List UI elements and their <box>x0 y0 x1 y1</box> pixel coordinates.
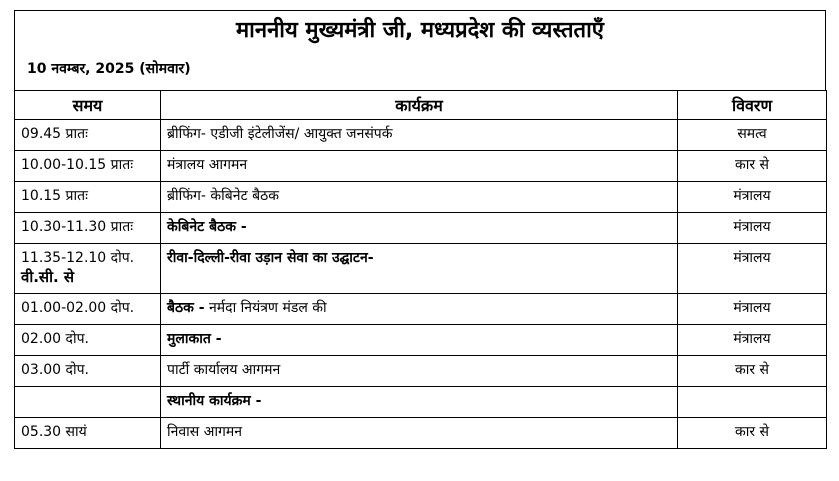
row-program <box>161 418 678 449</box>
row-program <box>161 151 678 182</box>
column-header-details: विवरण <box>678 91 827 120</box>
table-row <box>15 120 827 151</box>
row-program-bold: बैठक - <box>167 300 205 316</box>
row-time: 09.45 प्रातः <box>15 120 161 151</box>
row-program <box>161 244 678 294</box>
row-program <box>161 387 678 418</box>
row-program-text: ब्रीफिंग- एडीजी इंटेलीजेंस/ आयुक्त जनसंपर्क <box>167 126 393 142</box>
row-program-text: मंत्रालय आगमन <box>167 157 248 173</box>
row-program-bold: रीवा-दिल्ली-रीवा उड़ान सेवा का उद्घाटन- <box>167 250 374 266</box>
row-details: कार से <box>678 151 827 182</box>
row-details: मंत्रालय <box>678 244 827 294</box>
row-details: कार से <box>678 356 827 387</box>
row-time: 02.00 दोप. <box>15 325 161 356</box>
document-date: 10 नवम्बर, 2025 (सोमवार) <box>27 61 191 77</box>
table-row <box>15 418 827 449</box>
table-row <box>15 151 827 182</box>
row-details: मंत्रालय <box>678 294 827 325</box>
schedule-table <box>14 90 827 449</box>
row-time <box>15 244 161 294</box>
row-program <box>161 325 678 356</box>
row-details: कार से <box>678 418 827 449</box>
row-time <box>15 387 161 418</box>
table-row <box>15 356 827 387</box>
row-time: 05.30 सायं <box>15 418 161 449</box>
row-time-main: 11.35-12.10 दोप. <box>21 250 135 266</box>
row-time: 03.00 दोप. <box>15 356 161 387</box>
row-program <box>161 356 678 387</box>
row-program <box>161 213 678 244</box>
row-program-text: पार्टी कार्यालय आगमन <box>167 362 281 378</box>
row-time: 10.15 प्रातः <box>15 182 161 213</box>
table-row <box>15 213 827 244</box>
row-program-bold: स्थानीय कार्यक्रम - <box>167 393 262 409</box>
row-program-bold: मुलाकात - <box>167 331 222 347</box>
column-header-program: कार्यक्रम <box>161 91 678 120</box>
table-row <box>15 182 827 213</box>
row-time-sub: वी.सी. से <box>21 268 75 286</box>
row-time: 10.00-10.15 प्रातः <box>15 151 161 182</box>
row-program <box>161 294 678 325</box>
row-time: 01.00-02.00 दोप. <box>15 294 161 325</box>
row-program <box>161 120 678 151</box>
row-program-bold: केबिनेट बैठक - <box>167 219 247 235</box>
document-header <box>14 10 826 90</box>
row-time: 10.30-11.30 प्रातः <box>15 213 161 244</box>
column-header-time: समय <box>15 91 161 120</box>
table-row <box>15 244 827 294</box>
table-row <box>15 325 827 356</box>
row-program <box>161 182 678 213</box>
row-details: मंत्रालय <box>678 213 827 244</box>
row-details: मंत्रालय <box>678 325 827 356</box>
row-program-text: ब्रीफिंग- केबिनेट बैठक <box>167 188 279 204</box>
table-row <box>15 387 827 418</box>
schedule-document <box>14 10 826 449</box>
table-header-row <box>15 91 827 120</box>
row-details: समत्व <box>678 120 827 151</box>
document-title: माननीय मुख्यमंत्री जी, मध्यप्रदेश की व्यस्तताएँ <box>236 18 604 43</box>
row-details <box>678 387 827 418</box>
table-row <box>15 294 827 325</box>
row-program-text: नर्मदा नियंत्रण मंडल की <box>204 300 327 316</box>
row-program-text: निवास आगमन <box>167 424 243 440</box>
row-details: मंत्रालय <box>678 182 827 213</box>
